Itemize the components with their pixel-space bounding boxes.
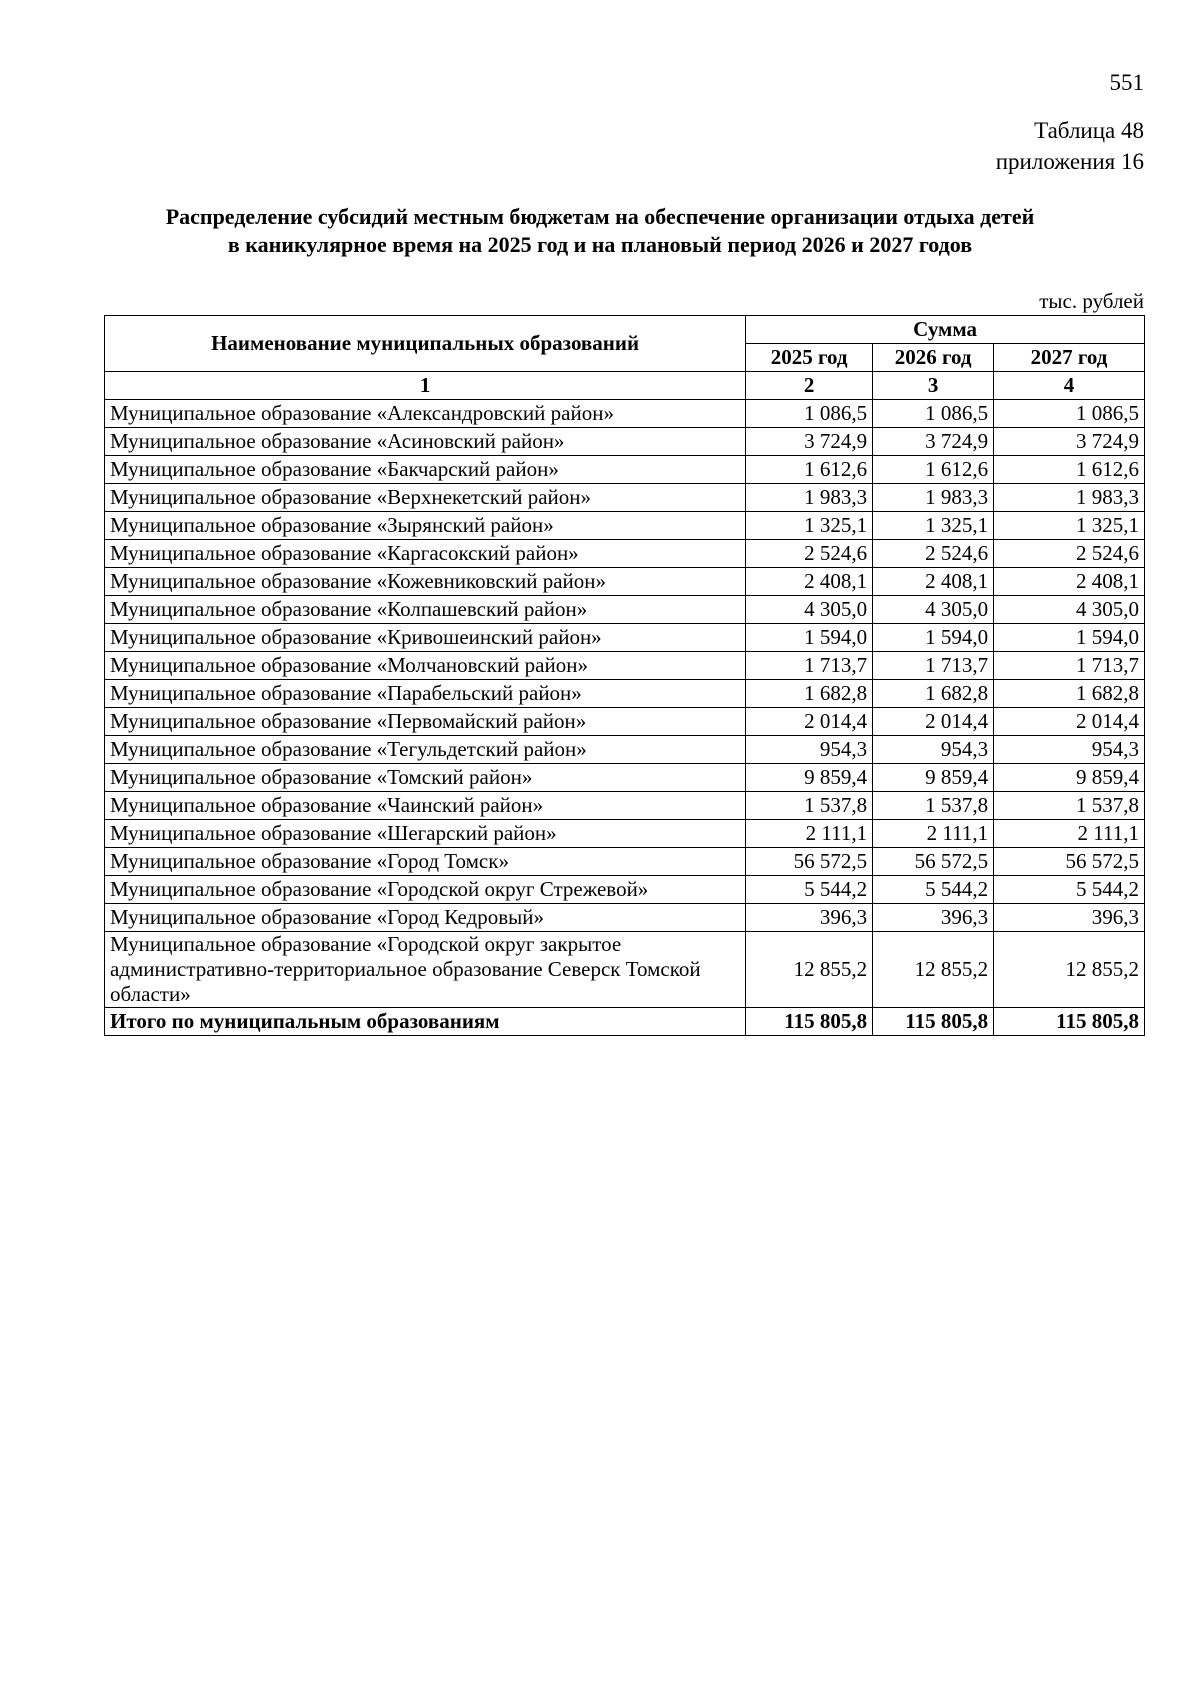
column-number: 1	[105, 372, 746, 400]
amount-cell: 1 086,5	[746, 400, 873, 428]
amount-cell: 3 724,9	[873, 428, 994, 456]
amount-cell: 1 086,5	[994, 400, 1145, 428]
amount-cell: 12 855,2	[746, 932, 873, 1008]
amount-cell: 5 544,2	[994, 876, 1145, 904]
amount-cell: 5 544,2	[873, 876, 994, 904]
units-label: тыс. рублей	[1039, 289, 1144, 313]
amount-cell: 1 612,6	[994, 456, 1145, 484]
amount-cell: 1 612,6	[746, 456, 873, 484]
amount-cell: 1 594,0	[873, 624, 994, 652]
municipality-name: Муниципальное образование «Томский район»	[105, 764, 746, 792]
amount-cell: 954,3	[994, 736, 1145, 764]
table-row	[105, 456, 1145, 484]
table-row	[105, 680, 1145, 708]
amount-cell: 9 859,4	[994, 764, 1145, 792]
amount-cell: 1 594,0	[994, 624, 1145, 652]
table-row	[105, 736, 1145, 764]
amount-cell: 954,3	[746, 736, 873, 764]
amount-cell: 2 111,1	[873, 820, 994, 848]
municipality-name: Муниципальное образование «Асиновский район»	[105, 428, 746, 456]
amount-cell: 1 086,5	[873, 400, 994, 428]
amount-cell: 1 713,7	[994, 652, 1145, 680]
column-number: 2	[746, 372, 873, 400]
municipality-name: Муниципальное образование «Каргасокский район»	[105, 540, 746, 568]
amount-cell: 2 408,1	[873, 568, 994, 596]
amount-cell: 3 724,9	[994, 428, 1145, 456]
amount-cell: 1 682,8	[746, 680, 873, 708]
total-value-2027: 115 805,8	[994, 1008, 1145, 1036]
municipality-name: Муниципальное образование «Чаинский район»	[105, 792, 746, 820]
municipality-name: Муниципальное образование «Город Кедровый»	[105, 904, 746, 932]
subsidy-table	[104, 315, 1145, 1036]
table-row	[105, 876, 1145, 904]
municipality-name: Муниципальное образование «Верхнекетский район»	[105, 484, 746, 512]
amount-cell: 1 325,1	[994, 512, 1145, 540]
document-title	[100, 203, 1100, 259]
table-row	[105, 792, 1145, 820]
amount-cell: 2 014,4	[746, 708, 873, 736]
table-row	[105, 708, 1145, 736]
municipality-name: Муниципальное образование «Шегарский район»	[105, 820, 746, 848]
table-row	[105, 484, 1145, 512]
municipality-name: Муниципальное образование «Молчановский район»	[105, 652, 746, 680]
amount-cell: 9 859,4	[746, 764, 873, 792]
amount-cell: 2 014,4	[873, 708, 994, 736]
document-title-line1: Распределение субсидий местным бюджетам на обеспечение организации отдыха детей	[165, 204, 1035, 229]
total-value-2025: 115 805,8	[746, 1008, 873, 1036]
amount-cell: 1 325,1	[746, 512, 873, 540]
table-row	[105, 904, 1145, 932]
municipality-name: Муниципальное образование «Городской округ Стрежевой»	[105, 876, 746, 904]
amount-cell: 2 111,1	[746, 820, 873, 848]
header-sum: Сумма	[746, 316, 1145, 344]
municipality-name: Муниципальное образование «Колпашевский район»	[105, 596, 746, 624]
amount-cell: 396,3	[873, 904, 994, 932]
column-number-row	[105, 372, 1145, 400]
amount-cell: 56 572,5	[873, 848, 994, 876]
table-row	[105, 932, 1145, 1008]
table-row	[105, 512, 1145, 540]
header-year-2025: 2025 год	[746, 344, 873, 372]
municipality-name: Муниципальное образование «Зырянский район»	[105, 512, 746, 540]
municipality-name: Муниципальное образование «Тегульдетский район»	[105, 736, 746, 764]
table-reference	[996, 115, 1144, 177]
amount-cell: 4 305,0	[994, 596, 1145, 624]
amount-cell: 1 983,3	[746, 484, 873, 512]
table-reference-line2: приложения 16	[995, 149, 1144, 174]
amount-cell: 9 859,4	[873, 764, 994, 792]
amount-cell: 2 408,1	[994, 568, 1145, 596]
municipality-name: Муниципальное образование «Кривошеинский район»	[105, 624, 746, 652]
amount-cell: 1 537,8	[746, 792, 873, 820]
municipality-name: Муниципальное образование «Городской округ закрытое административно-территориальное образование Северск Томской области»	[105, 932, 746, 1008]
amount-cell: 1 983,3	[994, 484, 1145, 512]
header-year-2027: 2027 год	[994, 344, 1145, 372]
amount-cell: 1 713,7	[873, 652, 994, 680]
amount-cell: 4 305,0	[873, 596, 994, 624]
amount-cell: 56 572,5	[994, 848, 1145, 876]
amount-cell: 2 111,1	[994, 820, 1145, 848]
table-row	[105, 624, 1145, 652]
total-label: Итого по муниципальным образованиям	[105, 1008, 746, 1036]
amount-cell: 3 724,9	[746, 428, 873, 456]
amount-cell: 1 537,8	[994, 792, 1145, 820]
header-name: Наименование муниципальных образований	[105, 316, 746, 372]
municipality-name: Муниципальное образование «Парабельский район»	[105, 680, 746, 708]
column-number: 4	[994, 372, 1145, 400]
amount-cell: 5 544,2	[746, 876, 873, 904]
page-number: 551	[1109, 70, 1144, 95]
amount-cell: 954,3	[873, 736, 994, 764]
header-year-2026: 2026 год	[873, 344, 994, 372]
amount-cell: 1 682,8	[994, 680, 1145, 708]
table-row	[105, 764, 1145, 792]
amount-cell: 2 524,6	[746, 540, 873, 568]
table-row	[105, 820, 1145, 848]
amount-cell: 2 014,4	[994, 708, 1145, 736]
amount-cell: 12 855,2	[873, 932, 994, 1008]
table-row	[105, 652, 1145, 680]
total-value-2026: 115 805,8	[873, 1008, 994, 1036]
amount-cell: 56 572,5	[746, 848, 873, 876]
table-row	[105, 540, 1145, 568]
amount-cell: 1 682,8	[873, 680, 994, 708]
municipality-name: Муниципальное образование «Первомайский район»	[105, 708, 746, 736]
table-reference-line1: Таблица 48	[1034, 118, 1144, 143]
document-title-line2: в каникулярное время на 2025 год и на плановый период 2026 и 2027 годов	[227, 232, 973, 257]
table-row	[105, 428, 1145, 456]
column-number: 3	[873, 372, 994, 400]
amount-cell: 1 983,3	[873, 484, 994, 512]
amount-cell: 2 524,6	[994, 540, 1145, 568]
municipality-name: Муниципальное образование «Город Томск»	[105, 848, 746, 876]
table-row	[105, 596, 1145, 624]
amount-cell: 1 537,8	[873, 792, 994, 820]
amount-cell: 2 524,6	[873, 540, 994, 568]
amount-cell: 12 855,2	[994, 932, 1145, 1008]
amount-cell: 396,3	[746, 904, 873, 932]
table-row	[105, 568, 1145, 596]
amount-cell: 4 305,0	[746, 596, 873, 624]
amount-cell: 2 408,1	[746, 568, 873, 596]
table-row	[105, 400, 1145, 428]
amount-cell: 1 594,0	[746, 624, 873, 652]
amount-cell: 1 325,1	[873, 512, 994, 540]
amount-cell: 1 713,7	[746, 652, 873, 680]
table-row	[105, 848, 1145, 876]
municipality-name: Муниципальное образование «Александровский район»	[105, 400, 746, 428]
amount-cell: 1 612,6	[873, 456, 994, 484]
amount-cell: 396,3	[994, 904, 1145, 932]
municipality-name: Муниципальное образование «Кожевниковский район»	[105, 568, 746, 596]
total-row	[105, 1008, 1145, 1036]
municipality-name: Муниципальное образование «Бакчарский район»	[105, 456, 746, 484]
